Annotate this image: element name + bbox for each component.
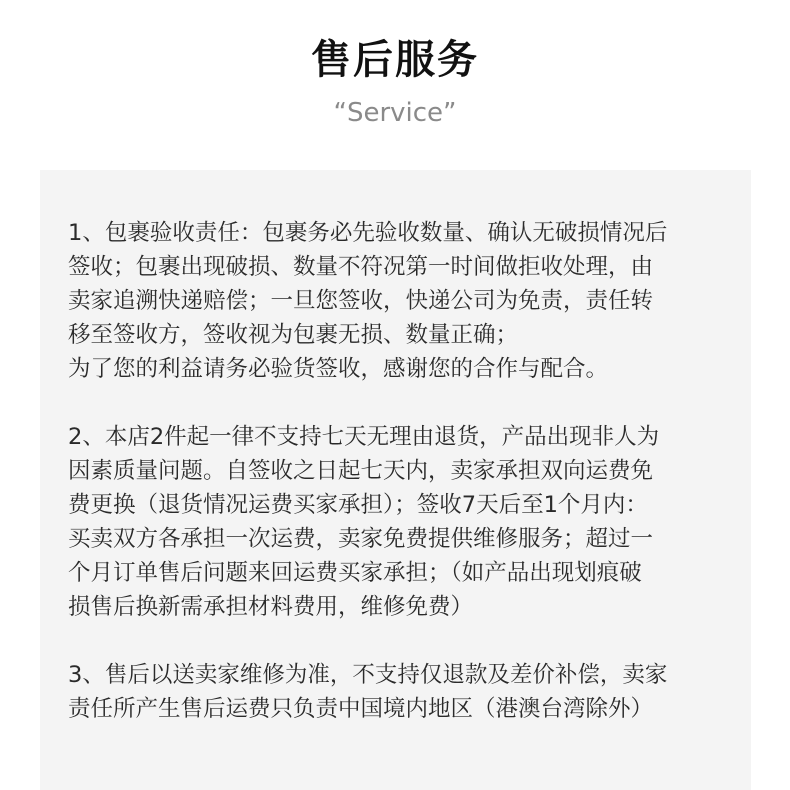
service-terms-panel bbox=[40, 170, 751, 790]
terms-line: 费更换（退货情况运费买家承担）；签收7天后至1个月内： bbox=[68, 492, 648, 518]
service-terms-content bbox=[68, 216, 730, 760]
terms-line: 3、售后以送卖家维修为准，不支持仅退款及差价补偿，卖家 bbox=[68, 662, 668, 688]
terms-line: 损售后换新需承担材料费用，维修免费） bbox=[68, 594, 474, 620]
page-title: 售后服务 bbox=[311, 37, 479, 83]
terms-line: 1、包裹验收责任：包裹务必先验收数量、确认无破损情况后 bbox=[68, 220, 668, 246]
terms-section-1 bbox=[68, 216, 730, 386]
terms-line: 卖家追溯快递赔偿；一旦您签收，快递公司为免责，责任转 bbox=[68, 288, 654, 314]
terms-section-3 bbox=[68, 658, 730, 726]
terms-line: 移至签收方，签收视为包裹无损、数量正确； bbox=[68, 322, 519, 348]
terms-line: 责任所产生售后运费只负责中国境内地区（港澳台湾除外） bbox=[68, 696, 654, 722]
terms-section-2 bbox=[68, 420, 730, 624]
terms-line: 个月订单售后问题来回运费买家承担；（如产品出现划痕破 bbox=[68, 560, 642, 586]
terms-line: 因素质量问题。自签收之日起七天内，卖家承担双向运费免 bbox=[68, 458, 654, 484]
page-subtitle: “Service” bbox=[333, 98, 457, 128]
terms-line: 签收；包裹出现破损、数量不符况第一时间做拒收处理，由 bbox=[68, 254, 654, 280]
terms-line: 2、本店2件起一律不支持七天无理由退货，产品出现非人为 bbox=[68, 424, 660, 450]
terms-line: 为了您的利益请务必验货签收，感谢您的合作与配合。 bbox=[68, 356, 609, 382]
terms-line: 买卖双方各承担一次运费，卖家免费提供维修服务；超过一 bbox=[68, 526, 654, 552]
